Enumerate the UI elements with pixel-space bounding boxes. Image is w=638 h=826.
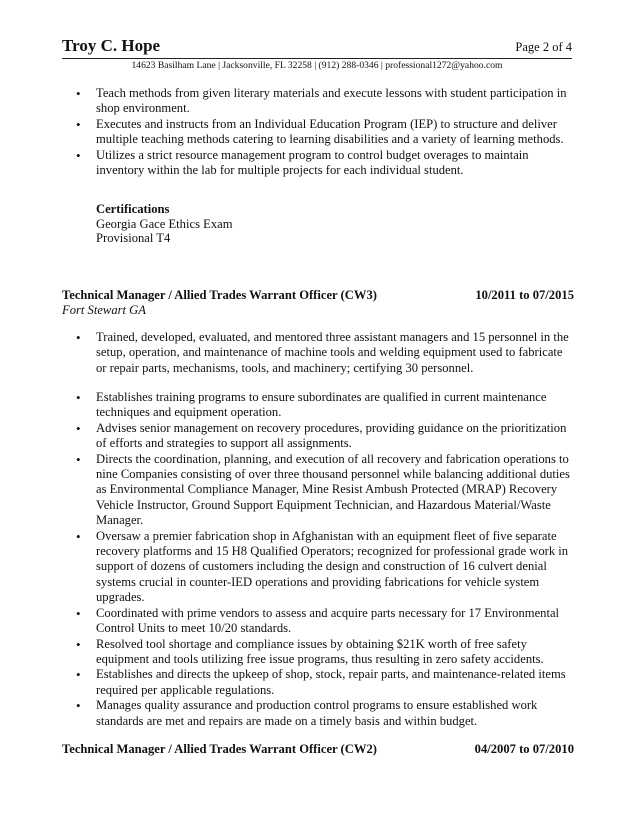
- contact-line: 14623 Basilham Lane | Jacksonville, FL 32258 | (912) 288-0346 | professional1272@yahoo.com: [131, 60, 503, 71]
- job1-bullets: [62, 390, 574, 729]
- header-divider: [62, 58, 572, 59]
- teaching-bullets: [62, 86, 574, 178]
- list-item: • Establishes training programs to ensure subordinates are qualified in current maintenance techniques and equipment operation.: [62, 390, 574, 421]
- page-number: Page 2 of 4: [515, 40, 572, 54]
- job-heading-cw2: [62, 742, 574, 757]
- certification-item: Georgia Gace Ethics Exam: [96, 216, 233, 231]
- list-item: • Establishes and directs the upkeep of shop, stock, repair parts, and maintenance-related items required per applicable regulations.: [62, 667, 574, 698]
- list-item: • Oversaw a premier fabrication shop in Afghanistan with an equipment fleet of five separate recovery platforms and 15 H8 Qualified Operators; recognized for professional grade work in support of dozens of customers including the design and construction of 16 culvert denial systems crucial in counter-IED operations and providing fabrications for vehicle system upgrades.: [62, 529, 574, 606]
- job1-first-bullets: [62, 330, 574, 376]
- certifications-section: [96, 202, 396, 246]
- list-item: • Manages quality assurance and production control programs to ensure established work standards are met and repairs are made on a timely basis and within budget.: [62, 698, 574, 729]
- list-item: • Trained, developed, evaluated, and mentored three assistant managers and 15 personnel in the setup, operation, and maintenance of machine tools and welding equipment used to fabricate or repair parts, mechanisms, tools, and machinery; certifying 30 personnel.: [62, 330, 574, 376]
- candidate-name: Troy C. Hope: [62, 36, 161, 55]
- job-title: Technical Manager / Allied Trades Warrant Officer (CW2): [62, 742, 377, 756]
- list-item: • Executes and instructs from an Individual Education Program (IEP) to structure and deliver multiple teaching methods catering to learning disabilities and a variety of learning methods.: [62, 117, 574, 148]
- certification-item: Provisional T4: [96, 231, 171, 246]
- list-item: • Utilizes a strict resource management program to control budget overages to maintain inventory within the lab for multiple projects for each individual student.: [62, 148, 574, 179]
- list-item: • Coordinated with prime vendors to assess and acquire parts necessary for 17 Environmental Control Units to meet 10/20 standards.: [62, 606, 574, 637]
- list-item: • Directs the coordination, planning, and execution of all recovery and fabrication operations to nine Companies consisting of over three thousand personnel while balancing additional duties as Environmental Compliance Manager, Mine Resist Ambush Protected (MRAP) Recovery Vehicle Instructor, Ground Support Equipment Technician, and Hazardous Material/Waste Manager.: [62, 452, 574, 529]
- job-dates: 04/2007 to 07/2010: [474, 742, 574, 756]
- job-location: Fort Stewart GA: [62, 303, 146, 317]
- list-item: • Advises senior management on recovery procedures, providing guidance on the prioritization of efforts and strategies to support all assignments.: [62, 421, 574, 452]
- job-title: Technical Manager / Allied Trades Warrant Officer (CW3): [62, 288, 377, 302]
- job-dates: 10/2011 to 07/2015: [475, 288, 574, 302]
- list-item: • Teach methods from given literary materials and execute lessons with student participation in shop environment.: [62, 86, 574, 117]
- job-heading-cw3: [62, 288, 574, 318]
- certifications-heading: Certifications: [96, 202, 170, 216]
- list-item: • Resolved tool shortage and compliance issues by obtaining $21K worth of free safety equipment and tools utilizing free issue programs, thus resulting in zero safety accidents.: [62, 637, 574, 668]
